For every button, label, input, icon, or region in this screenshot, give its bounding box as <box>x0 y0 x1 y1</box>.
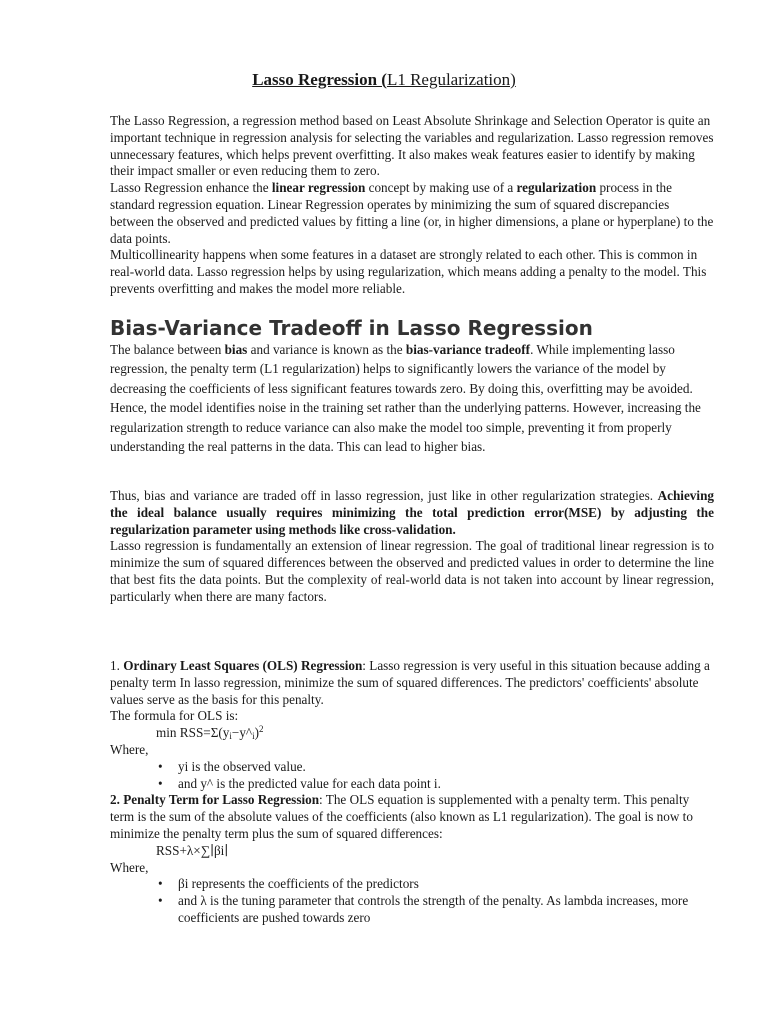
intro-section <box>110 113 714 298</box>
intro-paragraph-2 <box>110 180 714 247</box>
text-run: Thus, bias and variance are traded off in lasso regression, just like in other regularization strategies. <box>110 488 658 503</box>
formula-part: min RSS=Σ(y <box>156 725 230 741</box>
text-run: Lasso Regression enhance the <box>110 180 272 196</box>
list-item: • βi represents the coefficients of the predictors <box>110 876 714 893</box>
where-label: Where, <box>110 859 149 875</box>
ols-bullet-list <box>110 759 714 793</box>
formula-subscript: i <box>252 731 255 742</box>
text-run: . While implementing lasso regression, the penalty term (L1 regularization) helps to significantly lowers the variance of the model by decreasing the coefficients of less significant features towards zero. By doing this, overfitting may be avoided. Hence, the model identifies noise in the training set rather than the underlying patterns. However, increasing the regularization strength to reduce variance can also make the model too simple, preventing it from properly understanding the real patterns in the data. This can lead to higher bias. <box>110 342 701 455</box>
bias-variance-text <box>110 340 714 456</box>
title-bold: Lasso Regression ( <box>252 70 387 89</box>
text-run: and variance is known as the <box>247 342 406 357</box>
text-run: The balance between <box>110 342 225 357</box>
ols-title: Ordinary Least Squares (OLS) Regression <box>123 658 363 673</box>
formula-superscript: 2 <box>259 724 264 735</box>
where-label: Where, <box>110 741 149 757</box>
bias-variance-paragraph <box>110 340 714 456</box>
text-run: : The OLS equation is supplemented with a penalty term. This penalty term is the sum of the absolute values of the coefficients (also known as L1 regularization). The goal is now to minimize the penalty term plus the sum of squared differences: <box>110 792 693 841</box>
formula-part: ) <box>254 725 260 741</box>
formula-part: −y^ <box>231 725 253 741</box>
bold-term: regularization <box>516 180 597 196</box>
text-run: concept by making use of a <box>365 180 517 196</box>
penalty-formula: RSS+λ×∑∣βi∣ <box>156 842 229 858</box>
bold-term: Achieving the ideal balance usually requires minimizing the total prediction error(MSE) by adjusting the regularization parameter using methods like cross-validation. <box>110 488 714 537</box>
bold-term: bias <box>224 342 248 357</box>
penalty-bullet-list <box>110 876 714 926</box>
list-item: • and y^ is the predicted value for each data point i. <box>110 776 714 793</box>
intro-paragraph-1: The Lasso Regression, a regression method based on Least Absolute Shrinkage and Selection Operator is quite an important technique in regression analysis for selecting the variables and regularization. Lasso regression removes unnecessary features, which helps prevent overfitting. It also makes weak features easier to identify by making their impact smaller or even reducing them to zero. <box>110 113 714 179</box>
text-run: : Lasso regression is very useful in this situation because adding a penalty term In lasso regression, minimize the sum of squared differences. The predictors' coefficients' absolute values serve as the basis for this penalty. <box>110 658 710 707</box>
section-heading: Bias-Variance Tradeoff in Lasso Regression <box>110 316 593 340</box>
text-run: process in the standard regression equation. Linear Regression operates by minimizing the sum of squared discrepancies between the observed and predicted values by fitting a line (or, in higher dimensions, a plane or hyperplane) to the data points. <box>110 180 714 246</box>
ols-paragraph <box>110 658 714 708</box>
ols-formula <box>110 725 714 742</box>
intro-paragraph-3: Multicollinearity happens when some features in a dataset are strongly related to each other. This is common in real-world data. Lasso regression helps by using regularization, which means adding a penalty to the model. This prevents overfitting and makes the model more reliable. <box>110 247 707 296</box>
formula-subscript: i <box>229 731 232 742</box>
ols-section <box>110 658 714 927</box>
extension-paragraph: Lasso regression is fundamentally an extension of linear regression. The goal of traditional linear regression is to minimize the sum of squared differences between the observed and predicted values in order to determine the line that best fits the data points. But the complexity of real-world data is not taken into account by linear regression, particularly when there are many factors. <box>110 538 714 604</box>
list-number: 1. <box>110 658 124 673</box>
penalty-paragraph <box>110 792 714 842</box>
list-item: • and λ is the tuning parameter that controls the strength of the penalty. As lambda increases, more coefficients are pushed towards zero <box>110 893 714 927</box>
title-rest: L1 Regularization) <box>386 70 516 89</box>
page-title <box>0 68 768 92</box>
list-item: • yi is the observed value. <box>110 759 714 776</box>
thus-section <box>110 488 714 606</box>
penalty-title: 2. Penalty Term for Lasso Regression <box>110 792 320 808</box>
formula-intro: The formula for OLS is: <box>110 708 239 724</box>
thus-paragraph <box>110 488 714 538</box>
bold-term: linear regression <box>271 180 366 196</box>
bold-term: bias-variance tradeoff <box>405 342 531 357</box>
